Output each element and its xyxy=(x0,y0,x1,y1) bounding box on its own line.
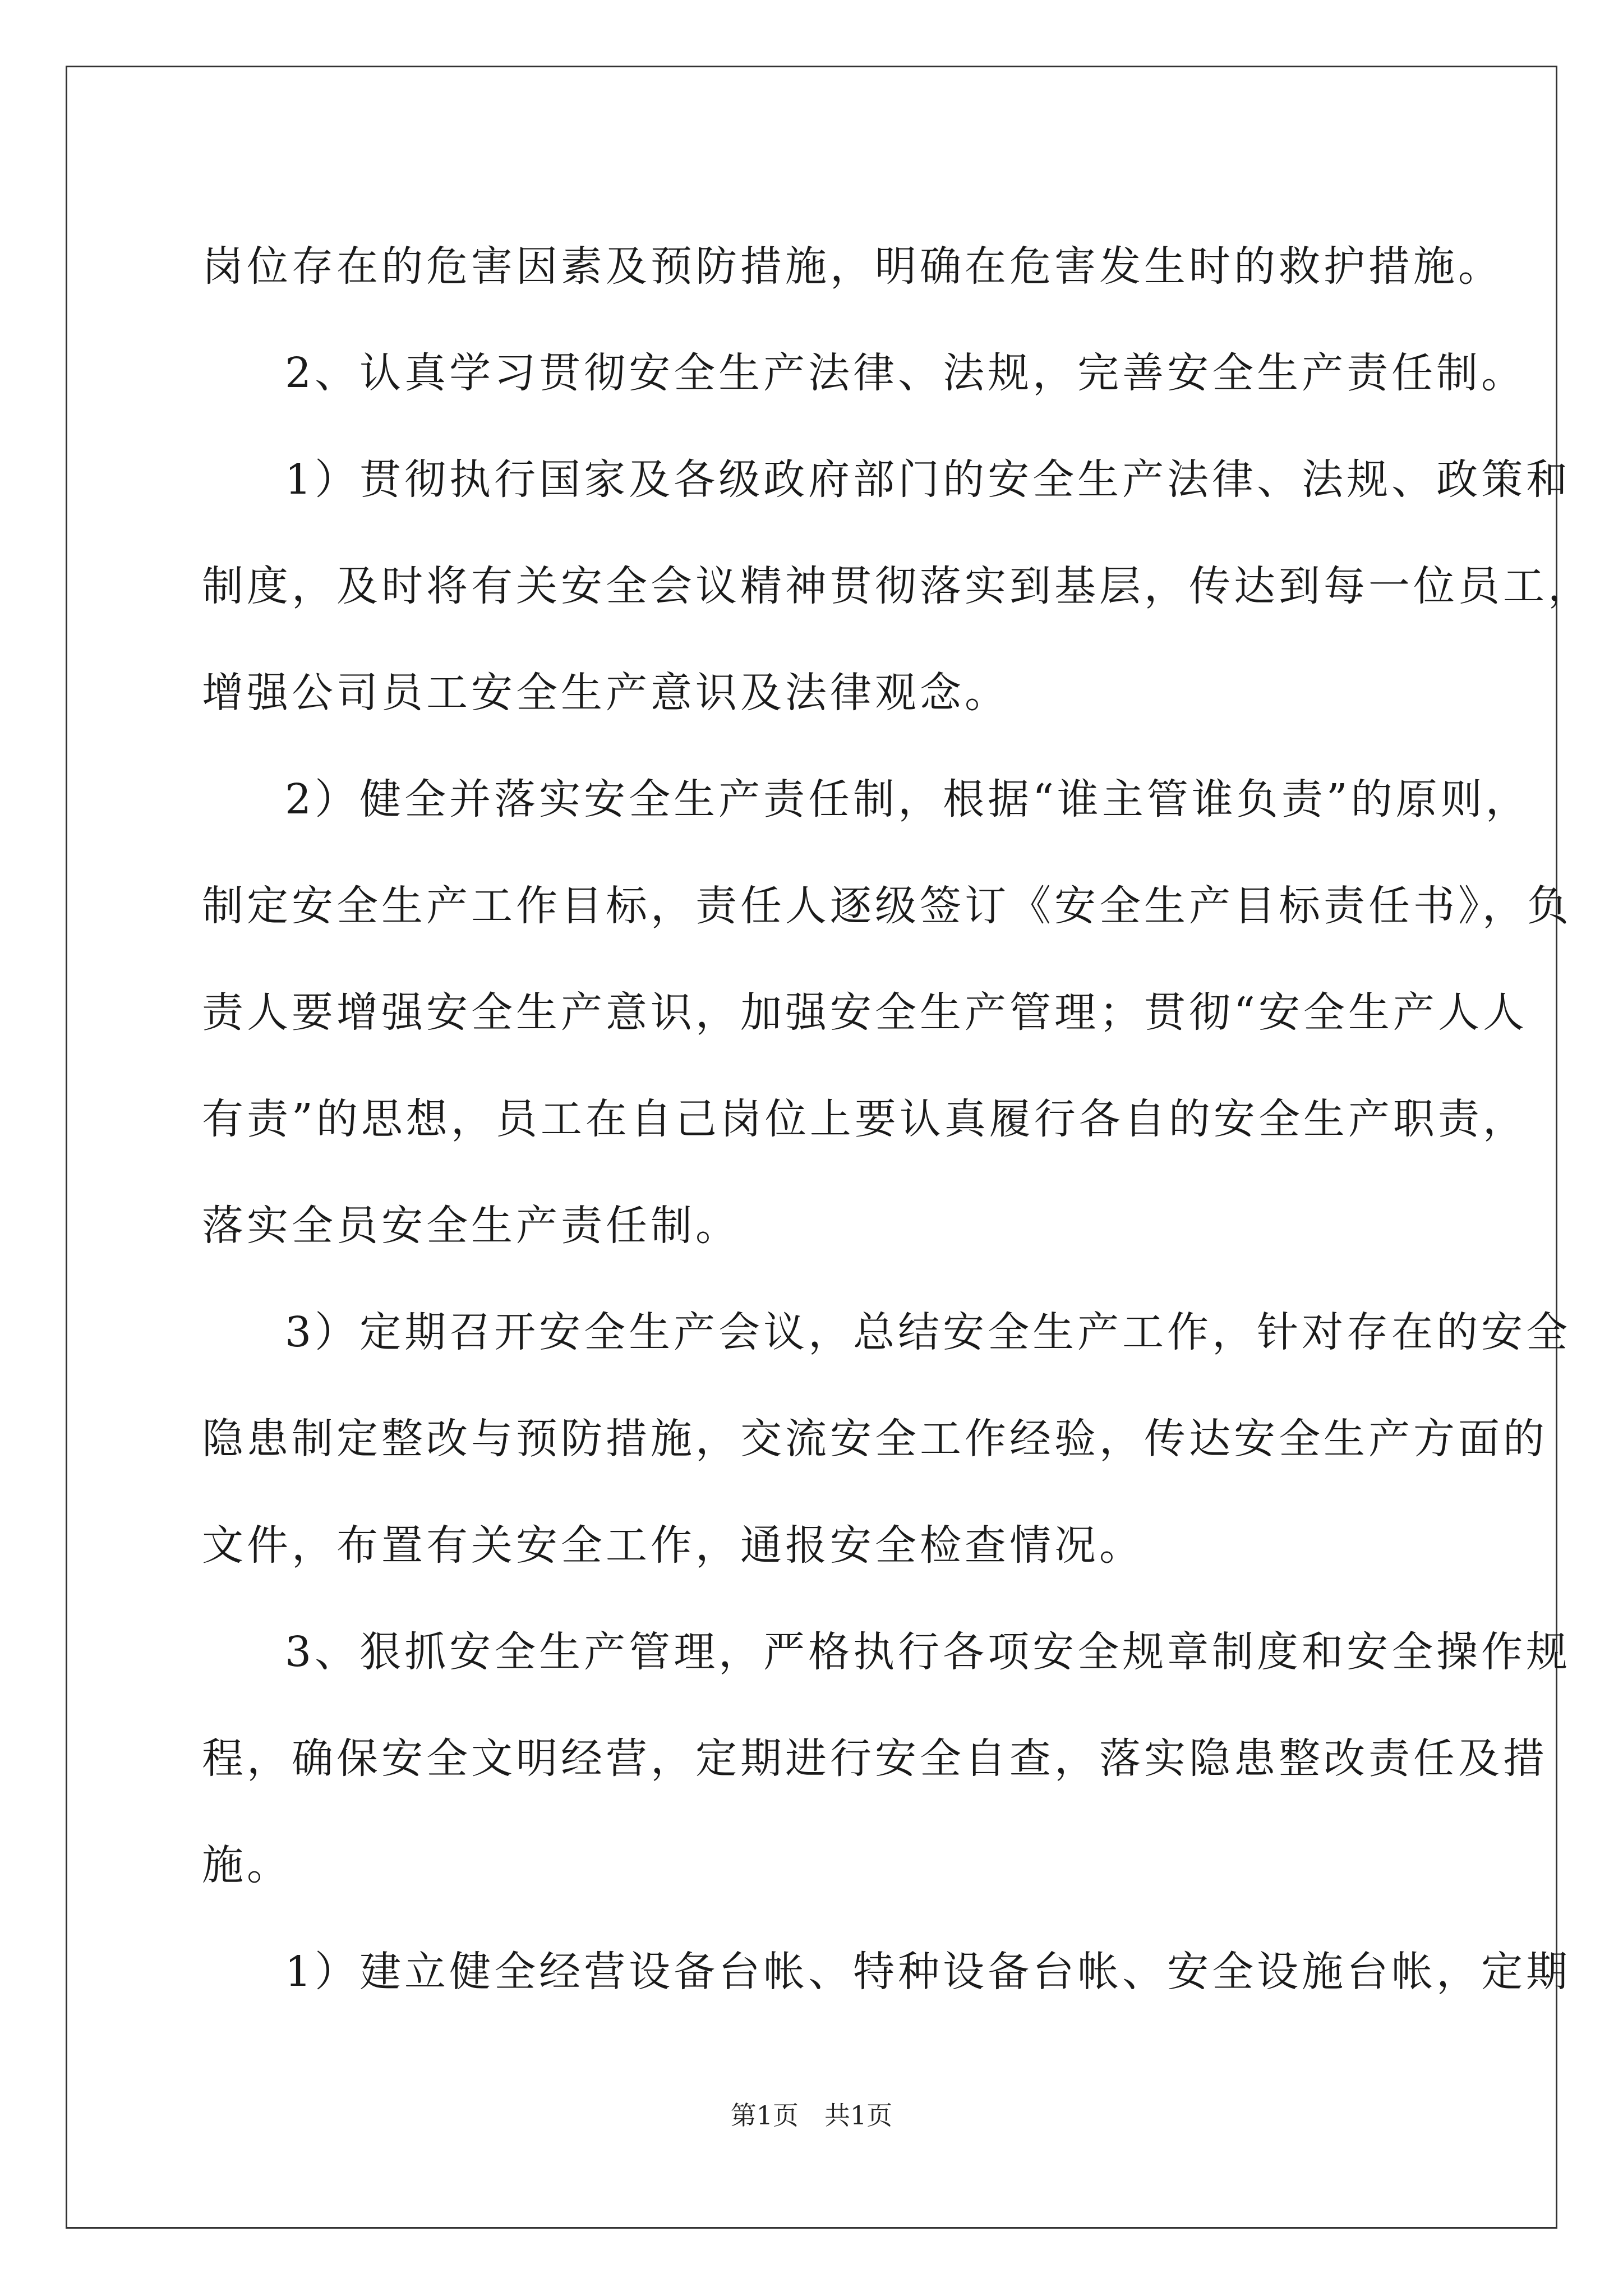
text-line: 增强公司员工安全生产意识及法律观念。 xyxy=(202,669,1009,717)
text-line: 3、狠抓安全生产管理，严格执行各项安全规章制度和安全操作规 xyxy=(285,1628,1571,1676)
text-line: 1）贯彻执行国家及各级政府部门的安全生产法律、法规、政策和 xyxy=(285,455,1571,504)
document-text xyxy=(202,213,1593,2025)
document-body xyxy=(202,213,1593,2025)
text-line: 1）建立健全经营设备台帐、特种设备台帐、安全设施台帐，定期 xyxy=(285,1948,1571,1996)
text-line: 隐患制定整改与预防措施，交流安全工作经验，传达安全生产方面的 xyxy=(202,1415,1548,1463)
text-line: 有责”的思想，员工在自己岗位上要认真履行各自的安全生产职责， xyxy=(202,1095,1528,1143)
text-line: 责人要增强安全生产意识，加强安全生产管理；贯彻“安全生产人人 xyxy=(202,988,1528,1037)
text-line: 施。 xyxy=(202,1841,292,1889)
text-line: 落实全员安全生产责任制。 xyxy=(202,1202,740,1250)
text-line: 制度，及时将有关安全会议精神贯彻落实到基层，传达到每一位员工， xyxy=(202,562,1593,610)
text-line: 程，确保安全文明经营，定期进行安全自查，落实隐患整改责任及措 xyxy=(202,1734,1548,1783)
text-line: 文件，布置有关安全工作，通报安全检查情况。 xyxy=(202,1521,1144,1570)
text-line: 2、认真学习贯彻安全生产法律、法规，完善安全生产责任制。 xyxy=(285,349,1527,397)
text-line: 岗位存在的危害因素及预防措施，明确在危害发生时的救护措施。 xyxy=(202,242,1503,291)
text-line: 3）定期召开安全生产会议，总结安全生产工作，针对存在的安全 xyxy=(285,1308,1571,1356)
page-number-footer: 第1页 共1页 xyxy=(730,2100,893,2131)
text-line: 制定安全生产工作目标，责任人逐级签订《安全生产目标责任书》，负 xyxy=(202,882,1572,930)
text-line: 2）健全并落实安全生产责任制，根据“谁主管谁负责”的原则， xyxy=(285,775,1530,823)
